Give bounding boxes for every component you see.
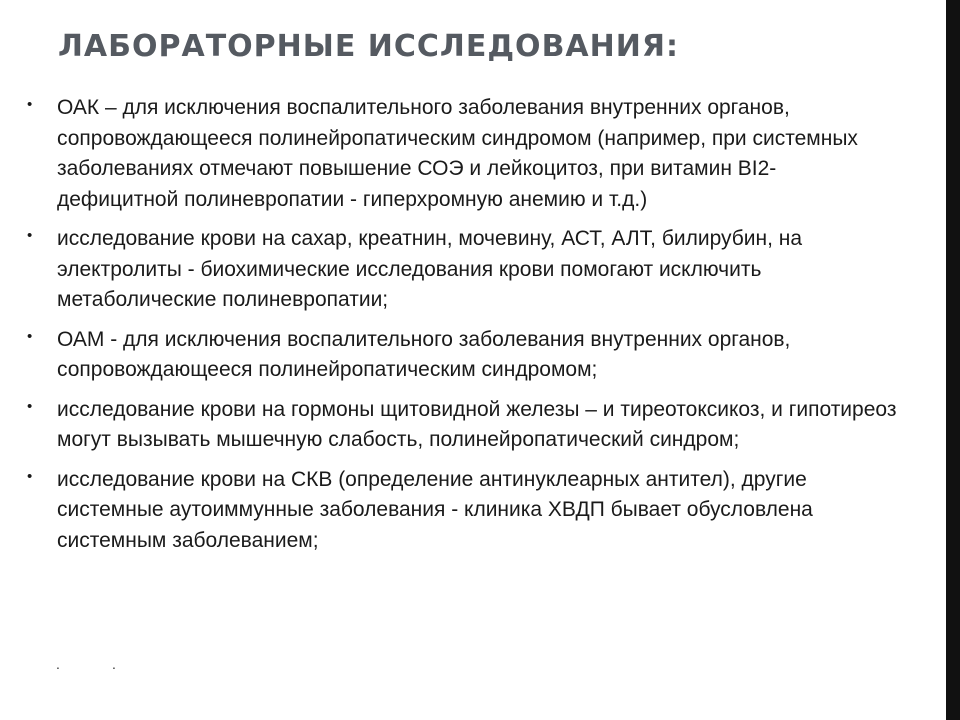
- bullet-dot-icon: •: [27, 227, 33, 244]
- bullet-text: ОАК – для исключения воспалительного заболевания внутренних органов, сопровождающееся полинейропатическим синдромом (например, при системных заболеваниях отмечают повышение СОЭ и лейкоцитоз, при витамин BI2-дефицитной полиневропатии - гиперхромную анемию и т.д.): [57, 96, 858, 211]
- bullet-list: [27, 93, 897, 556]
- bullet-item-oak: [27, 93, 897, 215]
- slide-edge-bar: [946, 0, 960, 720]
- slide-title: ЛАБОРАТОРНЫЕ ИССЛЕДОВАНИЯ:: [58, 29, 679, 64]
- bullet-dot-icon: •: [27, 467, 33, 485]
- bullet-dot-icon: •: [27, 327, 33, 345]
- bullet-dot-icon: •: [27, 96, 33, 113]
- bullet-item-sle: [27, 465, 897, 557]
- bullet-item-oam: [27, 325, 897, 386]
- bullet-text: исследование крови на гормоны щитовидной железы – и тиреотоксикоз, и гипотиреоз могут вызывать мышечную слабость, полинейропатический синдром;: [57, 397, 897, 451]
- trailing-dot: .: [56, 656, 60, 672]
- bullet-item-thyroid: [27, 395, 897, 456]
- bullet-dot-icon: •: [27, 397, 33, 415]
- trailing-dot: .: [112, 656, 116, 672]
- bullet-item-biochemistry: [27, 224, 897, 316]
- bullet-text: исследование крови на СКВ (определение антинуклеарных антител), другие системные аутоиммунные заболевания - клиника ХВДП бывает обусловлена системным заболеванием;: [57, 467, 813, 552]
- bullet-text: исследование крови на сахар, креатнин, мочевину, АСТ, АЛТ, билирубин, на электролиты - биохимические исследования крови помогают исключить метаболические полиневропатии;: [57, 227, 803, 311]
- bullet-text: ОАМ - для исключения воспалительного заболевания внутренних органов, сопровождающееся полинейропатическим синдромом;: [57, 327, 791, 381]
